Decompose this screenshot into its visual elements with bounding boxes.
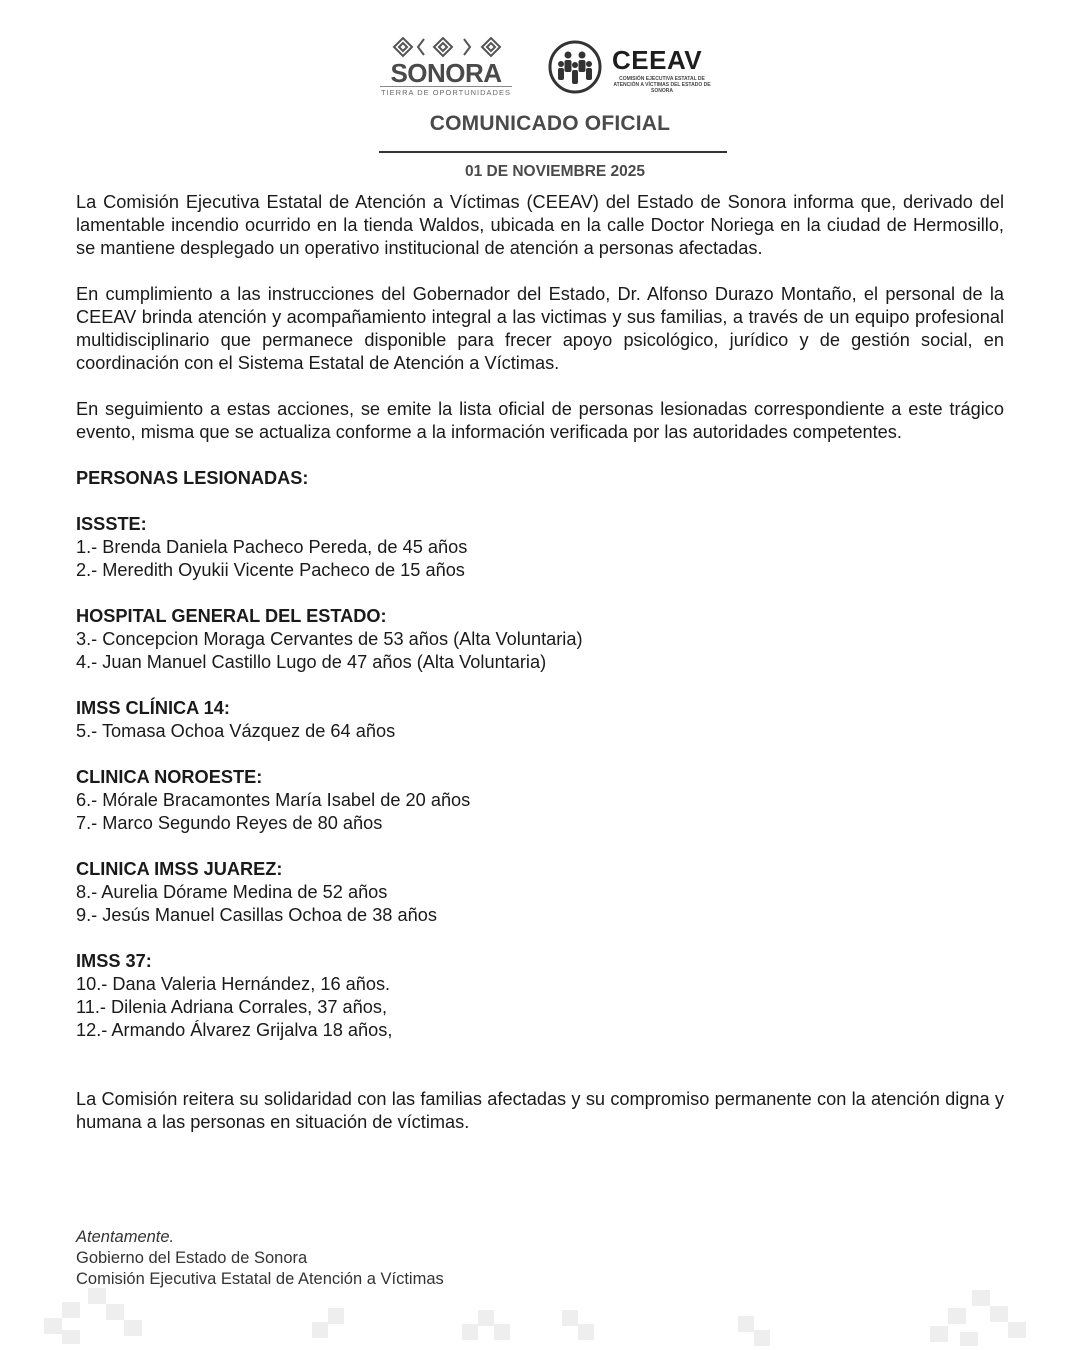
sonora-logo: [380, 34, 512, 98]
list-item: 2.- Meredith Oyukii Vicente Pacheco de 15 años: [76, 560, 465, 580]
list-heading: PERSONAS LESIONADAS:: [76, 468, 309, 488]
list-item: 4.- Juan Manuel Castillo Lugo de 47 años (Alta Voluntaria): [76, 652, 547, 672]
group-heading-imss-37: IMSS 37:: [76, 951, 152, 971]
list-item: 8.- Aurelia Dórame Medina de 52 años: [76, 882, 388, 902]
list-item: 12.- Armando Álvarez Grijalva 18 años,: [76, 1020, 393, 1040]
list-item: 7.- Marco Segundo Reyes de 80 años: [76, 813, 383, 833]
group-heading-issste: ISSSTE:: [76, 514, 147, 534]
signature-line-2: Comisión Ejecutiva Estatal de Atención a Víctimas: [76, 1270, 444, 1288]
list-item: 1.- Brenda Daniela Pacheco Pereda, de 45 años: [76, 537, 468, 557]
signature-block: [76, 1227, 776, 1290]
document-body: [76, 191, 1004, 1134]
list-item: 11.- Dilenia Adriana Corrales, 37 años,: [76, 997, 388, 1017]
signature-salutation: Atentamente.: [76, 1228, 175, 1246]
group-heading-clinica-imss-juarez: CLINICA IMSS JUAREZ:: [76, 859, 283, 879]
ceeav-wordmark: CEEAV: [612, 45, 703, 75]
ceeav-logo: [548, 40, 718, 96]
intro-paragraph: La Comisión Ejecutiva Estatal de Atención a Víctimas (CEEAV) del Estado de Sonora informa que, derivado del lamentable incendio ocurrido en la tienda Waldos, ubicada en la calle Doctor Noriega en la ciudad de Hermosillo, se mantiene desplegado un operativo institucional de atención a personas afectadas.: [76, 192, 1004, 258]
sonora-tagline: TIERRA DE OPORTUNIDADES: [381, 88, 511, 97]
closing-paragraph: La Comisión reitera su solidaridad con las familias afectadas y su compromiso permanente con la atención digna y humana a las personas en situación de víctimas.: [76, 1089, 1004, 1132]
list-item: 5.- Tomasa Ochoa Vázquez de 64 años: [76, 721, 396, 741]
footer-pattern-decoration: [0, 1286, 1080, 1350]
list-item: 6.- Mórale Bracamontes María Isabel de 20 años: [76, 790, 471, 810]
document-title: COMUNICADO OFICIAL: [429, 112, 671, 135]
sonora-wordmark: SONORA: [390, 58, 502, 88]
sonora-ornament-icon: [388, 34, 508, 60]
followup-paragraph: En seguimiento a estas acciones, se emite la lista oficial de personas lesionadas correspondiente a este trágico evento, misma que se actualiza conforme a la información verificada por las autoridades competentes.: [76, 399, 1004, 442]
ceeav-subtitle: COMISIÓN EJECUTIVA ESTATAL DE ATENCIÓN A VÍCTIMAS DEL ESTADO DE SONORA: [613, 76, 711, 94]
group-heading-clinica-noroeste: CLINICA NOROESTE:: [76, 767, 263, 787]
document-date: 01 DE NOVIEMBRE 2025: [464, 163, 646, 180]
list-item: 9.- Jesús Manuel Casillas Ochoa de 38 años: [76, 905, 437, 925]
header-logos: [0, 34, 1080, 98]
ceeav-people-icon: [548, 40, 602, 94]
list-item: 3.- Concepcion Moraga Cervantes de 53 años (Alta Voluntaria): [76, 629, 583, 649]
list-item: 10.- Dana Valeria Hernández, 16 años.: [76, 974, 391, 994]
group-heading-imss-clinica-14: IMSS CLÍNICA 14:: [76, 698, 230, 718]
signature-line-1: Gobierno del Estado de Sonora: [76, 1249, 308, 1267]
title-divider: [379, 151, 727, 153]
group-heading-hospital-general: HOSPITAL GENERAL DEL ESTADO:: [76, 606, 387, 626]
instructions-paragraph: En cumplimiento a las instrucciones del Gobernador del Estado, Dr. Alfonso Durazo Montaño, el personal de la CEEAV brinda atención y acompañamiento integral a las victimas y sus familias, a través de un equipo profesional multidisciplinario que permanece disponible para frecer apoyo psicológico, jurídico y de gestión social, en coordinación con el Sistema Estatal de Atención a Víctimas.: [76, 284, 1004, 373]
